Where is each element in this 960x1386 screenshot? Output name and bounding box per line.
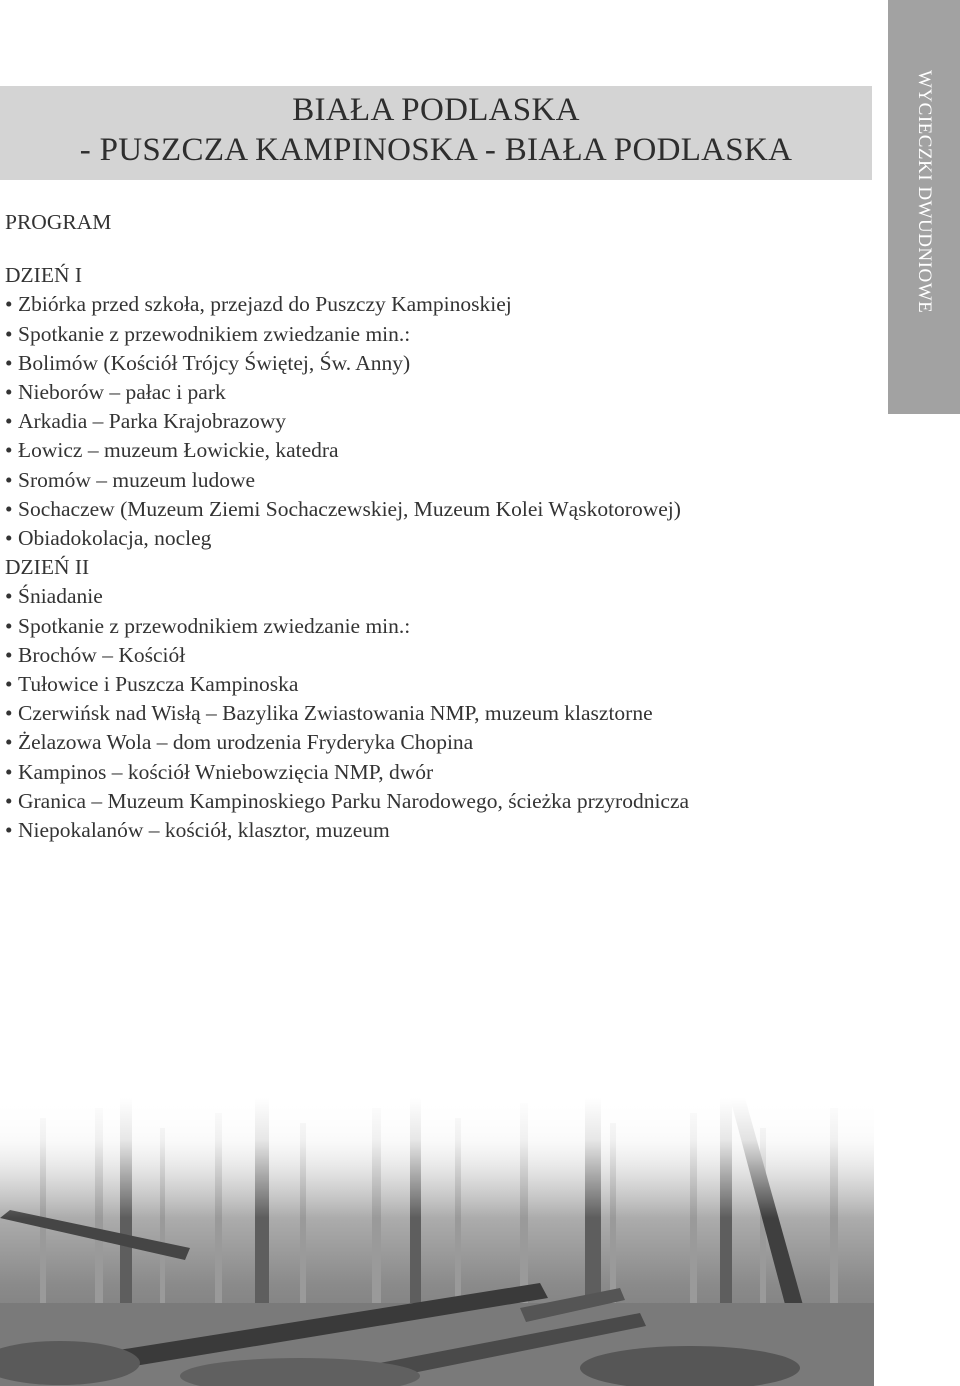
list-item-text: Arkadia – Parka Krajobrazowy bbox=[18, 409, 287, 434]
list-item bbox=[5, 349, 865, 378]
list-item bbox=[5, 728, 865, 757]
list-item-text: Tułowice i Puszcza Kampinoska bbox=[18, 672, 299, 697]
bullet-icon: • bbox=[5, 613, 13, 638]
bullet-icon: • bbox=[5, 380, 13, 405]
list-item-text: Granica – Muzeum Kampinoskiego Parku Narodowego, ścieżka przyrodnicza bbox=[18, 788, 690, 813]
bullet-icon: • bbox=[5, 438, 13, 463]
forest-photo bbox=[0, 1098, 874, 1386]
bullet-icon: • bbox=[5, 526, 13, 551]
list-item-text: Żelazowa Wola – dom urodzenia Fryderyka Chopina bbox=[18, 730, 474, 755]
side-tab-label: WYCIECZKI DWUDNIOWE bbox=[914, 70, 935, 314]
day-1-list bbox=[5, 290, 865, 553]
list-item-text: Bolimów (Kościół Trójcy Świętej, Św. Anny) bbox=[18, 350, 411, 375]
program-content bbox=[5, 208, 865, 845]
list-item bbox=[5, 582, 865, 611]
bullet-icon: • bbox=[5, 818, 13, 843]
bullet-icon: • bbox=[5, 350, 13, 375]
list-item bbox=[5, 524, 865, 553]
bullet-icon: • bbox=[5, 759, 13, 784]
list-item-text: Łowicz – muzeum Łowickie, katedra bbox=[18, 438, 339, 463]
list-item-text: Kampinos – kościół Wniebowzięcia NMP, dwór bbox=[18, 759, 434, 784]
day-1-heading: DZIEŃ I bbox=[5, 263, 83, 288]
bullet-icon: • bbox=[5, 496, 13, 521]
list-item-text: Nieborów – pałac i park bbox=[18, 380, 226, 405]
section-side-tab bbox=[888, 0, 960, 414]
list-item-text: Obiadokolacja, nocleg bbox=[18, 526, 212, 551]
bullet-icon: • bbox=[5, 409, 13, 434]
list-item bbox=[5, 436, 865, 465]
list-item-text: Niepokalanów – kościół, klasztor, muzeum bbox=[18, 818, 390, 843]
bullet-icon: • bbox=[5, 321, 13, 346]
list-item-text: Śniadanie bbox=[18, 584, 103, 609]
list-item bbox=[5, 758, 865, 787]
list-item bbox=[5, 290, 865, 319]
list-item-text: Sochaczew (Muzeum Ziemi Sochaczewskiej, Muzeum Kolei Wąskotorowej) bbox=[18, 496, 681, 521]
bullet-icon: • bbox=[5, 788, 13, 813]
bullet-icon: • bbox=[5, 584, 13, 609]
list-item bbox=[5, 407, 865, 436]
list-item-text: Spotkanie z przewodnikiem zwiedzanie min.: bbox=[18, 321, 411, 346]
page-title-line-2: - PUSZCZA KAMPINOSKA - BIAŁA PODLASKA bbox=[79, 132, 793, 168]
list-item-text: Zbiórka przed szkoła, przejazd do Puszczy Kampinoskiej bbox=[18, 292, 512, 317]
list-item bbox=[5, 787, 865, 816]
bullet-icon: • bbox=[5, 701, 13, 726]
bullet-icon: • bbox=[5, 292, 13, 317]
list-item-text: Spotkanie z przewodnikiem zwiedzanie min.: bbox=[18, 613, 411, 638]
bullet-icon: • bbox=[5, 730, 13, 755]
list-item bbox=[5, 641, 865, 670]
list-item bbox=[5, 670, 865, 699]
list-item bbox=[5, 816, 865, 845]
list-item-text: Brochów – Kościół bbox=[18, 642, 186, 667]
day-2-heading: DZIEŃ II bbox=[5, 555, 90, 580]
list-item bbox=[5, 699, 865, 728]
list-item bbox=[5, 495, 865, 524]
page-title-line-1: BIAŁA PODLASKA bbox=[292, 92, 580, 128]
program-heading: PROGRAM bbox=[5, 210, 112, 234]
bullet-icon: • bbox=[5, 642, 13, 667]
list-item bbox=[5, 320, 865, 349]
photo-fade-overlay bbox=[0, 1098, 874, 1218]
list-item-text: Czerwińsk nad Wisłą – Bazylika Zwiastowania NMP, muzeum klasztorne bbox=[18, 701, 653, 726]
list-item bbox=[5, 378, 865, 407]
bullet-icon: • bbox=[5, 672, 13, 697]
day-2-list bbox=[5, 582, 865, 845]
list-item bbox=[5, 612, 865, 641]
list-item bbox=[5, 466, 865, 495]
bullet-icon: • bbox=[5, 467, 13, 492]
list-item-text: Sromów – muzeum ludowe bbox=[18, 467, 256, 492]
